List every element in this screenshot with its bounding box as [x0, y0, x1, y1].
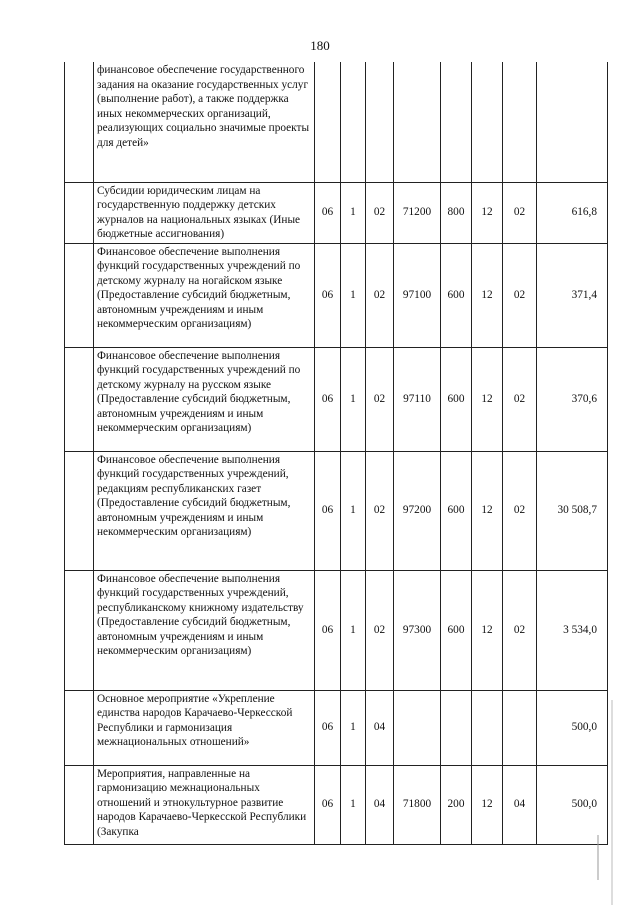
row-number-cell — [65, 347, 94, 451]
row-number-cell — [65, 570, 94, 690]
sub2-cell — [503, 690, 537, 765]
subsection-cell: 04 — [366, 765, 394, 844]
budget-table — [64, 62, 608, 845]
ministry-cell: 06 — [315, 690, 341, 765]
program-cell: 97200 — [394, 451, 441, 570]
ministry-cell — [315, 62, 341, 182]
subsection-cell: 02 — [366, 182, 394, 243]
section-cell: 1 — [341, 690, 366, 765]
expense-type-cell: 600 — [441, 347, 472, 451]
sub1-cell: 12 — [472, 347, 503, 451]
ministry-cell: 06 — [315, 451, 341, 570]
program-cell: 97100 — [394, 243, 441, 347]
description-cell: Основное мероприятие «Укрепление единства народов Карачаево-Черкесской Республики и гармонизация межнациональных отношений» — [94, 690, 315, 765]
description-cell: Финансовое обеспечение выполнения функций государственных учреждений по детскому журналу на ногайском языке (Предоставление субсидий бюджетным, автономным учреждениям и иным некоммерческим организациям) — [94, 243, 315, 347]
table-row — [65, 347, 608, 451]
expense-type-cell — [441, 690, 472, 765]
table-row — [65, 451, 608, 570]
sub1-cell: 12 — [472, 570, 503, 690]
amount-cell — [537, 62, 608, 182]
section-cell: 1 — [341, 765, 366, 844]
sub2-cell: 02 — [503, 182, 537, 243]
program-cell: 71800 — [394, 765, 441, 844]
row-number-cell — [65, 62, 94, 182]
table-row — [65, 243, 608, 347]
description-cell: Финансовое обеспечение выполнения функций государственных учреждений по детскому журналу на русском языке (Предоставление субсидий бюджетным, автономным учреждениям и иным некоммерческим организациям) — [94, 347, 315, 451]
section-cell: 1 — [341, 451, 366, 570]
program-cell — [394, 690, 441, 765]
section-cell: 1 — [341, 182, 366, 243]
subsection-cell: 02 — [366, 451, 394, 570]
row-number-cell — [65, 690, 94, 765]
section-cell: 1 — [341, 347, 366, 451]
expense-type-cell: 600 — [441, 570, 472, 690]
amount-cell: 500,0 — [537, 765, 608, 844]
sub2-cell: 02 — [503, 243, 537, 347]
expense-type-cell: 600 — [441, 451, 472, 570]
amount-cell: 371,4 — [537, 243, 608, 347]
sub1-cell: 12 — [472, 451, 503, 570]
ministry-cell: 06 — [315, 243, 341, 347]
expense-type-cell: 200 — [441, 765, 472, 844]
sub1-cell — [472, 690, 503, 765]
subsection-cell: 02 — [366, 570, 394, 690]
table-row — [65, 690, 608, 765]
ministry-cell: 06 — [315, 570, 341, 690]
row-number-cell — [65, 451, 94, 570]
section-cell: 1 — [341, 570, 366, 690]
section-cell: 1 — [341, 243, 366, 347]
program-cell — [394, 62, 441, 182]
row-number-cell — [65, 765, 94, 844]
table-row — [65, 62, 608, 182]
table-row — [65, 182, 608, 243]
expense-type-cell — [441, 62, 472, 182]
amount-cell: 30 508,7 — [537, 451, 608, 570]
sub2-cell: 02 — [503, 347, 537, 451]
sub1-cell: 12 — [472, 765, 503, 844]
amount-cell: 3 534,0 — [537, 570, 608, 690]
description-cell: Субсидии юридическим лицам на государственную поддержку детских журналов на национальных языках (Иные бюджетные ассигнования) — [94, 182, 315, 243]
description-cell: Финансовое обеспечение выполнения функций государственных учреждений, редакциям республиканских газет (Предоставление субсидий бюджетным, автономным учреждениям и иным некоммерческим организациям) — [94, 451, 315, 570]
program-cell: 97300 — [394, 570, 441, 690]
expense-type-cell: 800 — [441, 182, 472, 243]
sub2-cell: 02 — [503, 451, 537, 570]
sub1-cell — [472, 62, 503, 182]
page-number: 180 — [310, 38, 330, 53]
sub2-cell — [503, 62, 537, 182]
description-cell: финансовое обеспечение государственного задания на оказание государственных услуг (выполнение работ), а также поддержка иных некоммерческих организаций, реализующих социально значимые проекты для детей» — [94, 62, 315, 182]
subsection-cell: 02 — [366, 243, 394, 347]
amount-cell: 500,0 — [537, 690, 608, 765]
row-number-cell — [65, 243, 94, 347]
description-cell: Мероприятия, направленные на гармонизацию межнациональных отношений и этнокультурное развитие народов Карачаево-Черкесской Республики (Закупка — [94, 765, 315, 844]
table-row — [65, 570, 608, 690]
section-cell — [341, 62, 366, 182]
sub1-cell: 12 — [472, 182, 503, 243]
row-number-cell — [65, 182, 94, 243]
sub1-cell: 12 — [472, 243, 503, 347]
subsection-cell: 02 — [366, 347, 394, 451]
program-cell: 97110 — [394, 347, 441, 451]
program-cell: 71200 — [394, 182, 441, 243]
description-cell: Финансовое обеспечение выполнения функций государственных учреждений, республиканскому книжному издательству (Предоставление субсидий бюджетным, автономным учреждениям и иным некоммерческим организациям) — [94, 570, 315, 690]
amount-cell: 370,6 — [537, 347, 608, 451]
ministry-cell: 06 — [315, 347, 341, 451]
subsection-cell: 04 — [366, 690, 394, 765]
subsection-cell — [366, 62, 394, 182]
expense-type-cell: 600 — [441, 243, 472, 347]
ministry-cell: 06 — [315, 765, 341, 844]
table-row — [65, 765, 608, 844]
ministry-cell: 06 — [315, 182, 341, 243]
sub2-cell: 04 — [503, 765, 537, 844]
sub2-cell: 02 — [503, 570, 537, 690]
amount-cell: 616,8 — [537, 182, 608, 243]
